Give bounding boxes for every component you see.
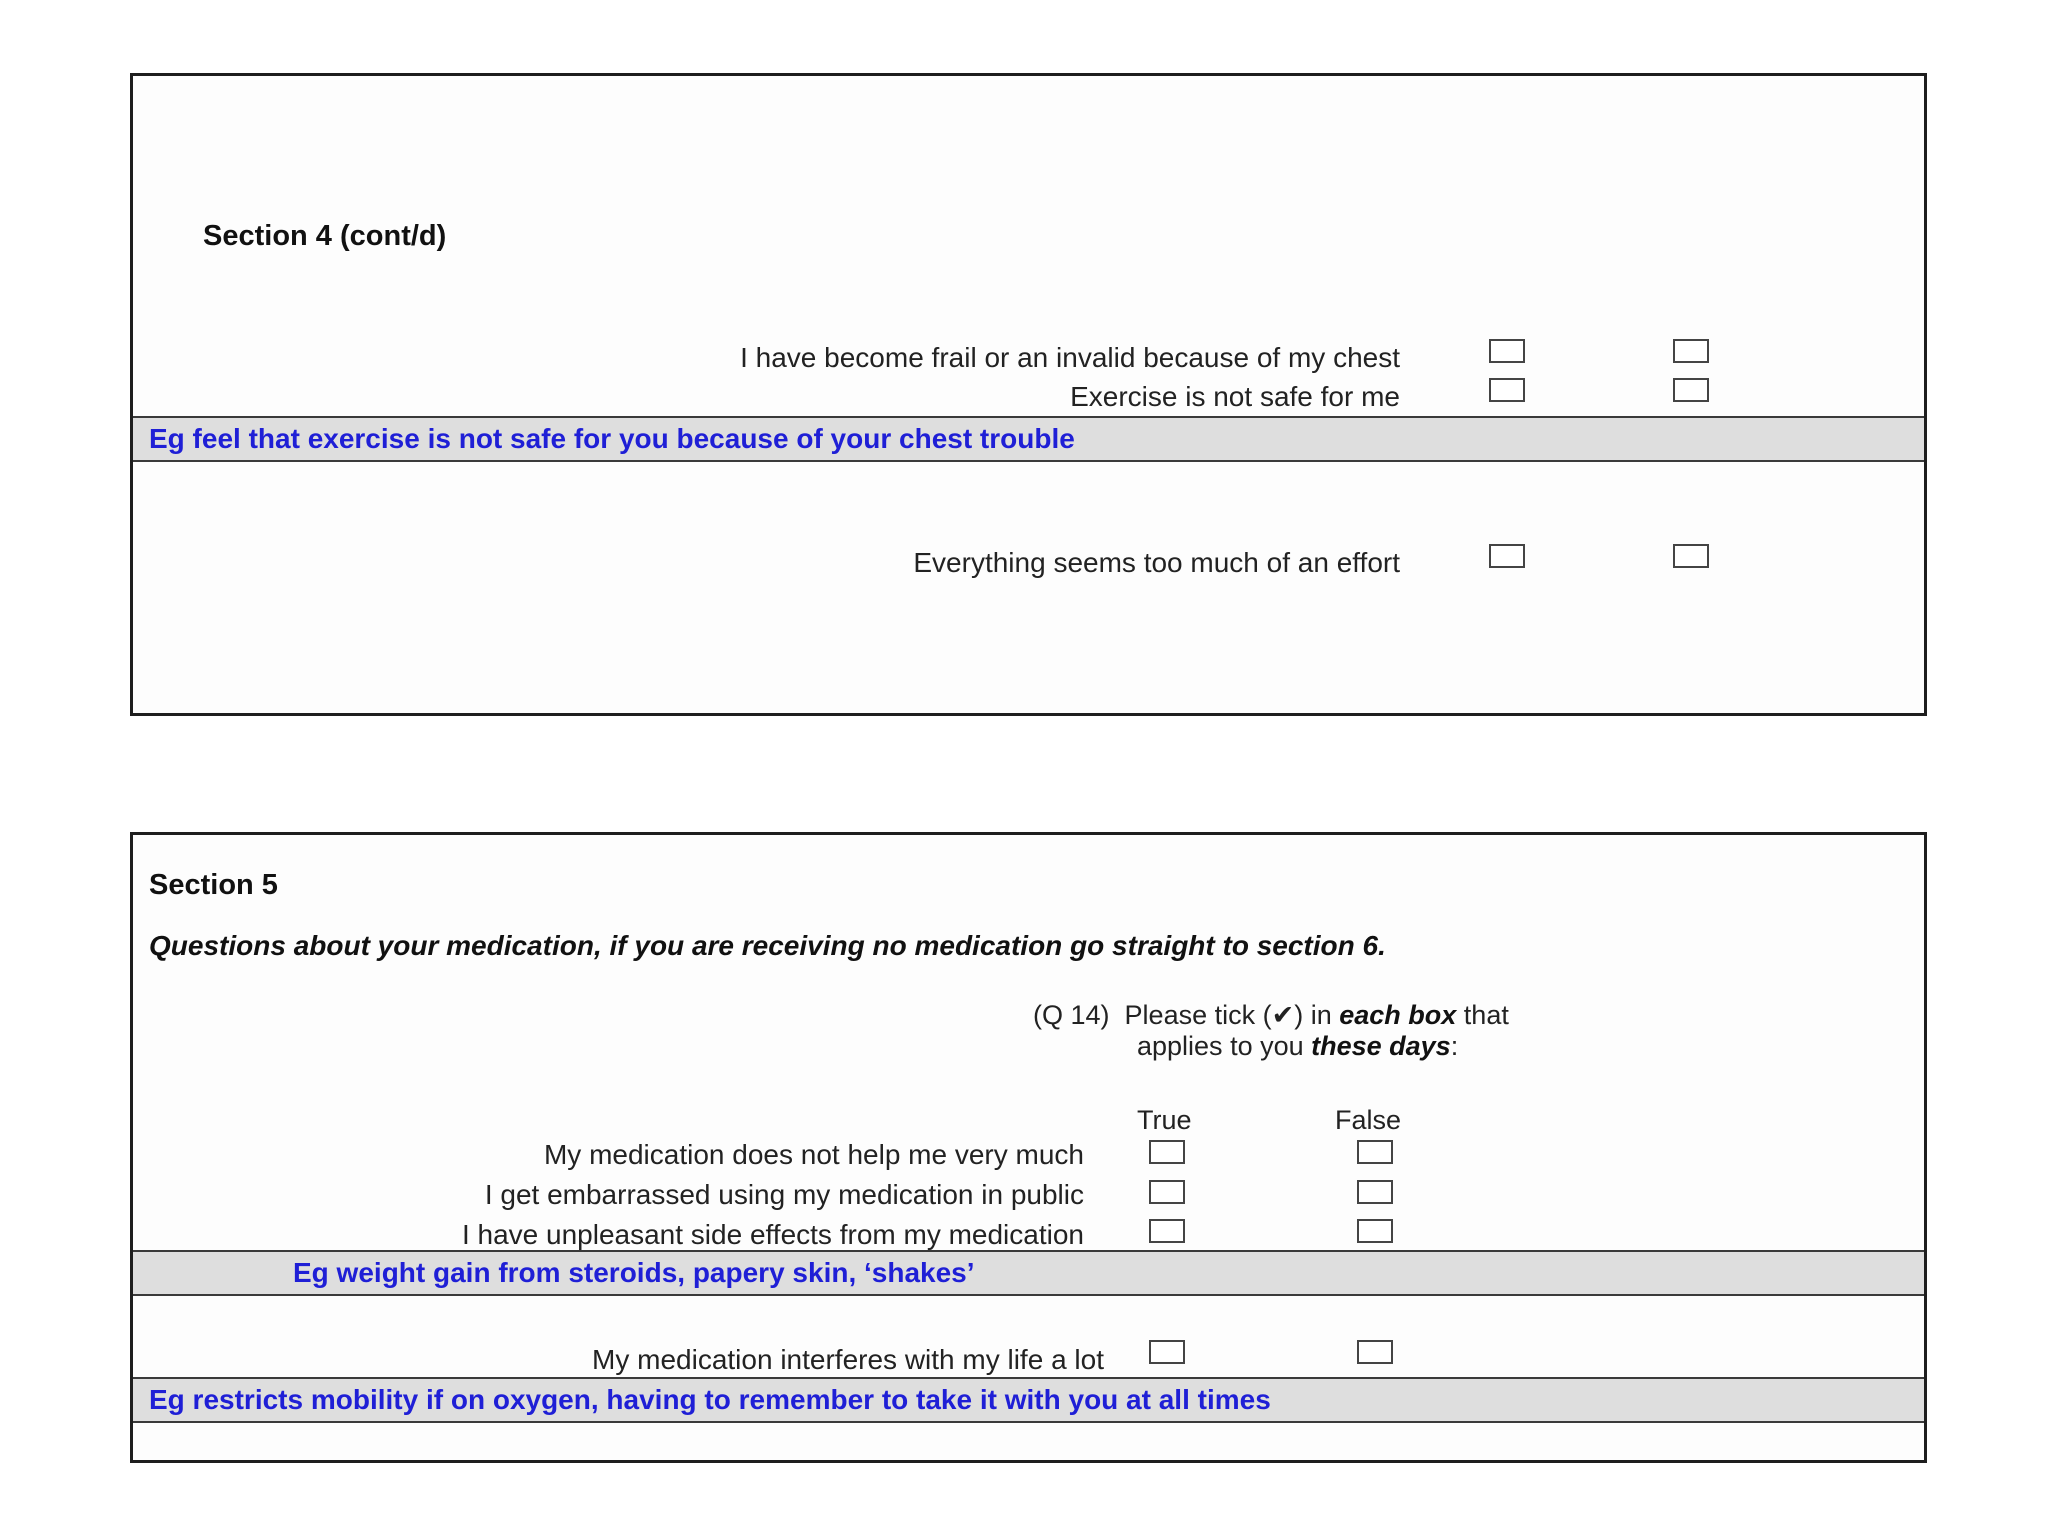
checkbox-med-no-help-false[interactable]	[1357, 1140, 1393, 1164]
checkbox-med-embarrassed-false[interactable]	[1357, 1180, 1393, 1204]
section-4-box	[130, 73, 1927, 716]
section-5-title: Section 5	[149, 869, 278, 901]
column-header-true: True	[1137, 1105, 1192, 1135]
instruction-text: :	[1450, 1031, 1459, 1061]
checkbox-med-side-effects-true[interactable]	[1149, 1219, 1185, 1243]
question-frail: I have become frail or an invalid because of my chest	[740, 342, 1400, 373]
question-med-embarrassed: I get embarrassed using my medication in public	[484, 1179, 1084, 1210]
checkbox-effort-true[interactable]	[1489, 544, 1525, 568]
question-med-no-help: My medication does not help me very much	[543, 1139, 1084, 1170]
example-band-interferes	[133, 1377, 1924, 1423]
question-med-side-effects: I have unpleasant side effects from my medication	[461, 1219, 1084, 1250]
example-text-exercise: Eg feel that exercise is not safe for you because of your chest trouble	[149, 423, 1075, 454]
checkbox-med-no-help-true[interactable]	[1149, 1140, 1185, 1164]
instruction-emphasis: these days	[1311, 1031, 1451, 1061]
section-4-title: Section 4 (cont/d)	[203, 220, 447, 252]
checkbox-effort-false[interactable]	[1673, 544, 1709, 568]
example-band-side-effects	[133, 1250, 1924, 1296]
question-med-interferes: My medication interferes with my life a lot	[592, 1344, 1104, 1375]
instruction-emphasis: each box	[1339, 1000, 1457, 1030]
column-header-false: False	[1335, 1105, 1402, 1135]
checkbox-med-side-effects-false[interactable]	[1357, 1219, 1393, 1243]
example-text-side-effects: Eg weight gain from steroids, papery skin, ‘shakes’	[293, 1257, 975, 1288]
instruction-line-1	[1033, 1000, 1509, 1031]
question-exercise: Exercise is not safe for me	[1070, 381, 1400, 412]
example-text-interferes: Eg restricts mobility if on oxygen, having to remember to take it with you at all times	[149, 1384, 1271, 1415]
instruction-line-2	[1137, 1031, 1458, 1062]
checkbox-med-interferes-true[interactable]	[1149, 1340, 1185, 1364]
section-5-box	[130, 832, 1927, 1463]
example-band-exercise	[133, 416, 1924, 462]
instruction-text: applies to you	[1137, 1031, 1312, 1061]
question-number: (Q 14)	[1033, 1000, 1110, 1030]
checkbox-exercise-true[interactable]	[1489, 378, 1525, 402]
instruction-text: Please tick (	[1124, 1000, 1272, 1030]
checkbox-frail-true[interactable]	[1489, 339, 1525, 363]
checkbox-med-interferes-false[interactable]	[1357, 1340, 1393, 1364]
checkbox-med-embarrassed-true[interactable]	[1149, 1180, 1185, 1204]
checkbox-frail-false[interactable]	[1673, 339, 1709, 363]
question-effort: Everything seems too much of an effort	[913, 547, 1400, 578]
checkbox-exercise-false[interactable]	[1673, 378, 1709, 402]
section-5-subtitle: Questions about your medication, if you are receiving no medication go straight to section 6.	[149, 930, 1386, 961]
tick-mark-icon: ✔	[1271, 1000, 1295, 1030]
instruction-text: ) in	[1294, 1000, 1340, 1030]
instruction-text: that	[1456, 1000, 1509, 1030]
